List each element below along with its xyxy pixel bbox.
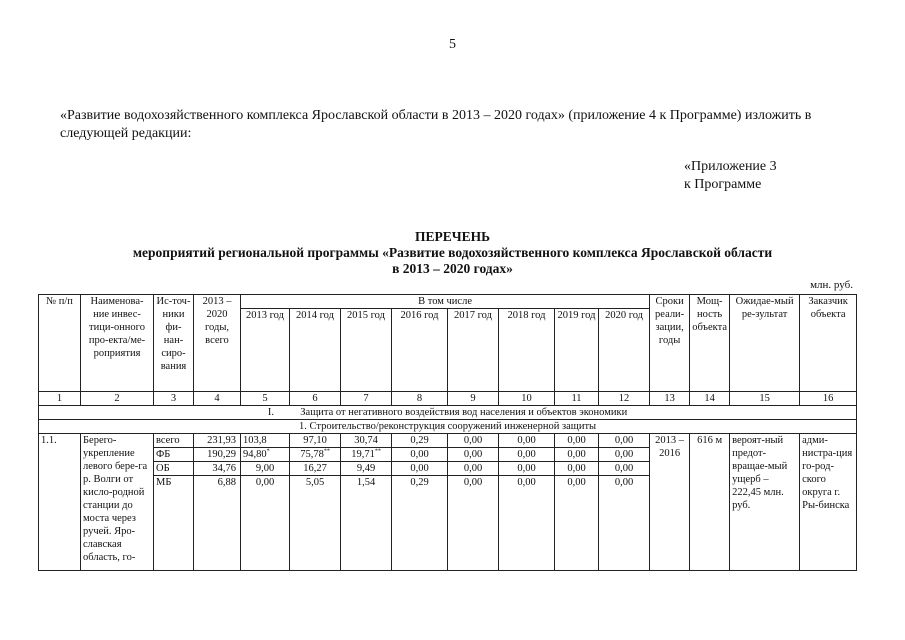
column-number: 4	[194, 392, 241, 406]
column-number-row	[39, 392, 857, 406]
measures-table	[38, 294, 857, 571]
year-cell: 0,00	[448, 476, 499, 571]
year-cell	[341, 448, 392, 462]
header-capacity: Мощ-ность объекта	[690, 295, 730, 392]
intro-paragraph: «Развитие водохозяйственного комплекса Ярославской области в 2013 – 2020 годах» (приложение 4 к Программе) изложить в следующей редакции:	[60, 108, 812, 141]
column-number: 2	[81, 392, 154, 406]
page-number: 5	[449, 37, 456, 52]
year-cell: 0,00	[599, 434, 650, 448]
year-cell: 0,00	[555, 462, 599, 476]
subsection-row	[39, 420, 857, 434]
column-number: 12	[599, 392, 650, 406]
year-cell: 0,00	[599, 448, 650, 462]
year-cell: 30,74	[341, 434, 392, 448]
section-number: I.	[267, 407, 275, 418]
column-number: 15	[730, 392, 800, 406]
year-cell: 0,00	[241, 476, 290, 571]
header-customer: Заказчик объекта	[800, 295, 857, 392]
year-cell: 0,00	[599, 476, 650, 571]
header-year-2014: 2014 год	[290, 309, 341, 392]
header-num: № п/п	[39, 295, 81, 392]
column-number: 16	[800, 392, 857, 406]
year-cell: 1,54	[341, 476, 392, 571]
year-cell: 0,00	[555, 448, 599, 462]
column-number: 11	[555, 392, 599, 406]
header-year-2013: 2013 год	[241, 309, 290, 392]
year-cell: 0,00	[448, 434, 499, 448]
item-terms: 2013 – 2016	[650, 434, 690, 571]
year-cell: 0,00	[599, 462, 650, 476]
year-cell: 0,00	[392, 462, 448, 476]
column-number: 7	[341, 392, 392, 406]
title-line-3: в 2013 – 2020 годах»	[392, 261, 513, 276]
year-cell: 0,29	[392, 434, 448, 448]
header-terms: Сроки реали-зации, годы	[650, 295, 690, 392]
appendix-line-1: «Приложение 3	[684, 159, 777, 174]
item-number: 1.1.	[39, 434, 81, 571]
unit-label: млн. руб.	[810, 279, 853, 291]
column-number: 3	[154, 392, 194, 406]
total-cell: 34,76	[194, 462, 241, 476]
header-row-1	[39, 295, 857, 309]
year-cell: 16,27	[290, 462, 341, 476]
header-year-2018: 2018 год	[499, 309, 555, 392]
footnote-mark: **	[374, 448, 381, 455]
column-number: 9	[448, 392, 499, 406]
table-row	[39, 434, 857, 448]
header-year-2016: 2016 год	[392, 309, 448, 392]
total-cell: 190,29	[194, 448, 241, 462]
section-title: Защита от негативного воздействия вод населения и объектов экономики	[300, 407, 628, 418]
header-name: Наименова-ние инвес-тици-онного про-екта/ме-роприятия	[81, 295, 154, 392]
year-cell: 0,00	[555, 434, 599, 448]
header-sources: Ис-точ-ники фи-нан-сиро-вания	[154, 295, 194, 392]
column-number: 6	[290, 392, 341, 406]
header-year-2017: 2017 год	[448, 309, 499, 392]
year-cell: 0,00	[499, 476, 555, 571]
appendix-reference	[684, 158, 777, 194]
item-capacity: 616 м	[690, 434, 730, 571]
column-number: 8	[392, 392, 448, 406]
item-customer: адми-нистра-ция го-род-ского округа г. Ры-бинска	[800, 434, 857, 571]
year-cell: 0,00	[448, 462, 499, 476]
year-cell	[241, 448, 290, 462]
value: 75,78	[300, 449, 324, 460]
total-cell: 6,88	[194, 476, 241, 571]
title-line-1: ПЕРЕЧЕНЬ	[414, 229, 491, 244]
year-cell: 5,05	[290, 476, 341, 571]
year-cell: 0,00	[499, 462, 555, 476]
header-year-2020: 2020 год	[599, 309, 650, 392]
title-line-2: мероприятий региональной программы «Развитие водохозяйственного комплекса Ярославской области	[132, 245, 773, 260]
year-cell: 0,00	[555, 476, 599, 571]
column-number: 10	[499, 392, 555, 406]
footnote-mark: **	[323, 448, 330, 455]
value: 19,71	[351, 449, 375, 460]
year-cell: 0,00	[499, 448, 555, 462]
total-cell: 231,93	[194, 434, 241, 448]
year-cell: 0,00	[499, 434, 555, 448]
footnote-mark: *	[266, 448, 270, 455]
subsection-heading: 1. Строительство/реконструкция сооружений инженерной защиты	[39, 420, 857, 434]
year-cell: 0,29	[392, 476, 448, 571]
column-number: 5	[241, 392, 290, 406]
source-cell: ОБ	[154, 462, 194, 476]
year-cell: 0,00	[392, 448, 448, 462]
year-cell: 103,8	[241, 434, 290, 448]
header-year-2019: 2019 год	[555, 309, 599, 392]
header-year-2015: 2015 год	[341, 309, 392, 392]
source-cell: всего	[154, 434, 194, 448]
column-number: 14	[690, 392, 730, 406]
item-name: Берего-укрепление левого бере-га р. Волги от кисло-родной станции до моста через ручей. Яро-славская область, го-	[81, 434, 154, 571]
year-cell	[290, 448, 341, 462]
year-cell: 9,49	[341, 462, 392, 476]
header-expected: Ожидае-мый ре-зультат	[730, 295, 800, 392]
column-number: 13	[650, 392, 690, 406]
year-cell: 0,00	[448, 448, 499, 462]
header-total: 2013 – 2020 годы, всего	[194, 295, 241, 392]
source-cell: ФБ	[154, 448, 194, 462]
section-row	[39, 406, 857, 420]
item-expected: вероят-ный предот-вращае-мый ущерб – 222,45 млн. руб.	[730, 434, 800, 571]
source-cell: МБ	[154, 476, 194, 571]
column-number: 1	[39, 392, 81, 406]
header-in-total: В том числе	[241, 295, 650, 309]
section-heading	[39, 406, 857, 420]
value: 94,80	[243, 449, 267, 460]
document-title	[0, 229, 905, 277]
appendix-line-2: к Программе	[684, 177, 762, 192]
year-cell: 97,10	[290, 434, 341, 448]
year-cell: 9,00	[241, 462, 290, 476]
